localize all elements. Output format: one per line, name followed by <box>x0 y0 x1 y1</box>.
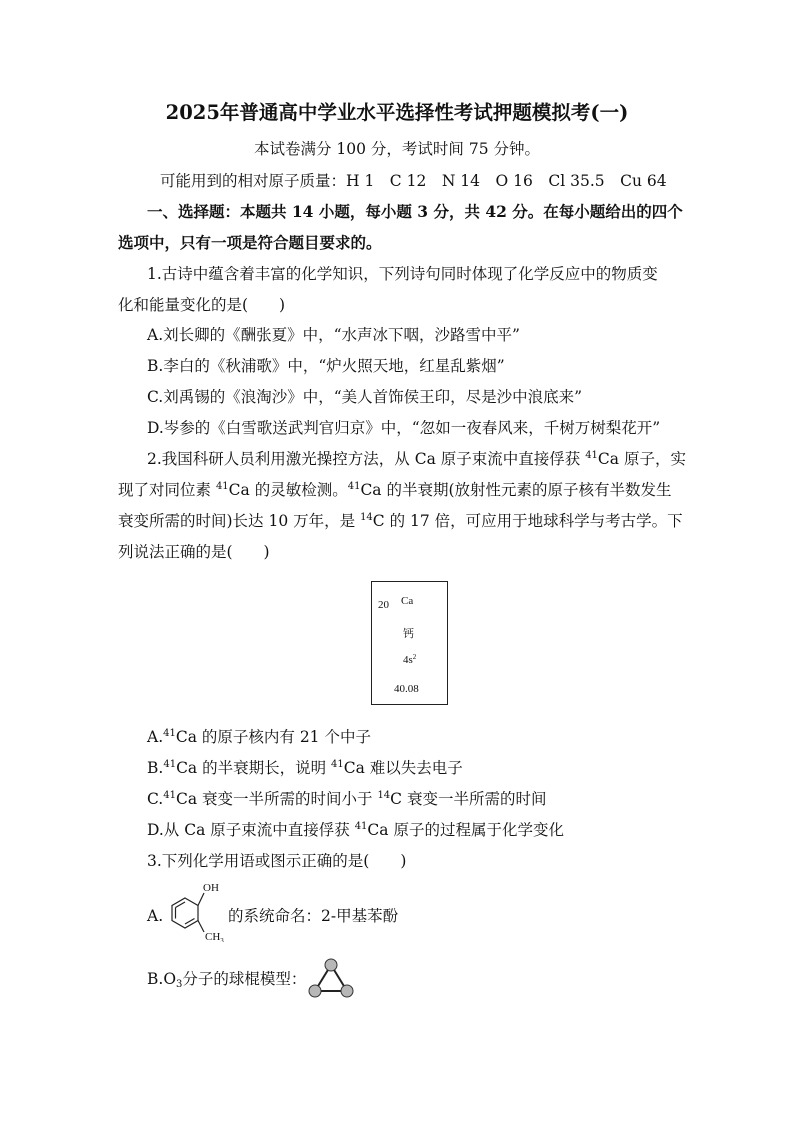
atomic-masses: 可能用到的相对原子质量：H 1 C 12 N 14 O 16 Cl 35.5 Cu 64 <box>160 172 667 190</box>
methylphenol-structure <box>163 878 238 942</box>
q1-option-c: C.刘禹锡的《浪淘沙》中，“美人首饰侯王印，尽是沙中浪底来” <box>147 388 583 406</box>
page-title: 2025年普通高中学业水平选择性考试押题模拟考(一) <box>165 101 629 124</box>
q1-option-b: B.李白的《秋浦歌》中，“炉火照天地，红星乱紫烟” <box>147 357 505 375</box>
exam-info: 本试卷满分 100 分，考试时间 75 分钟。 <box>253 140 541 158</box>
atomic-number: 20 <box>378 599 389 611</box>
q2-option-c: C.$^{41}$Ca 衰变一半所需的时间小于 $^{14}$C 衰变一半所需的时间 <box>147 790 547 808</box>
q2-option-a: A.$^{41}$Ca 的原子核内有 21 个中子 <box>147 728 371 746</box>
atomic-mass: 40.08 <box>394 683 419 695</box>
q3-stem: 3.下列化学用语或图示正确的是( ) <box>147 852 407 870</box>
ozone-ball-stick-model <box>304 956 358 1002</box>
q1-option-d: D.岑参的《白雪歌送武判官归京》中，“忽如一夜春风来，千树万树梨花开” <box>147 419 661 437</box>
element-symbol: Ca <box>401 595 414 607</box>
q1-stem-line1: 1.古诗中蕴含着丰富的化学知识，下列诗句同时体现了化学反应中的物质变 <box>147 265 658 283</box>
q1-option-a: A.刘长卿的《酬张夏》中，“水声冰下咽，沙路雪中平” <box>147 326 520 344</box>
q2-stem-line3: 衰变所需的时间)长达 10 万年，是 $^{14}$C 的 17 倍，可应用于地球科学与考古学。下 <box>118 512 683 530</box>
oxygen-atom <box>309 985 321 997</box>
q2-stem-line1: 2.我国科研人员利用激光操控方法，从 Ca 原子束流中直接俘获 $^{41}$Ca 原子，实 <box>147 450 686 468</box>
q2-option-d: D.从 Ca 原子束流中直接俘获 $^{41}$Ca 原子的过程属于化学变化 <box>147 821 564 839</box>
electron-config: $4s^2$ <box>403 653 417 666</box>
q2-option-b: B.$^{41}$Ca 的半衰期长，说明 $^{41}$Ca 难以失去电子 <box>147 759 463 777</box>
oxygen-atom <box>325 959 337 971</box>
q3-option-a-text: 的系统命名：2-甲基苯酚 <box>228 907 399 925</box>
section-heading-line1: 一、选择题：本题共 14 小题，每小题 3 分，共 42 分。在每小题给出的四个 <box>147 202 683 221</box>
q3-option-a-label: A. <box>147 907 164 925</box>
q2-stem-line2: 现了对同位素 $^{41}$Ca 的灵敏检测。$^{41}$Ca 的半衰期(放射性元素的原子核有半数发生 <box>118 481 672 499</box>
q3-option-b: $B.O_3$分子的球棍模型： <box>147 970 307 990</box>
q1-stem-line2: 化和能量变化的是( ) <box>118 296 286 314</box>
section-heading-line2: 选项中，只有一项是符合题目要求的。 <box>118 233 382 252</box>
oxygen-atom <box>341 985 353 997</box>
periodic-element-card <box>371 581 448 705</box>
element-name: 钙 <box>403 627 414 640</box>
hydroxyl-label: OH <box>203 882 219 894</box>
methyl-label: $CH_3$ <box>205 931 224 942</box>
q2-stem-line4: 列说法正确的是( ) <box>118 543 270 561</box>
